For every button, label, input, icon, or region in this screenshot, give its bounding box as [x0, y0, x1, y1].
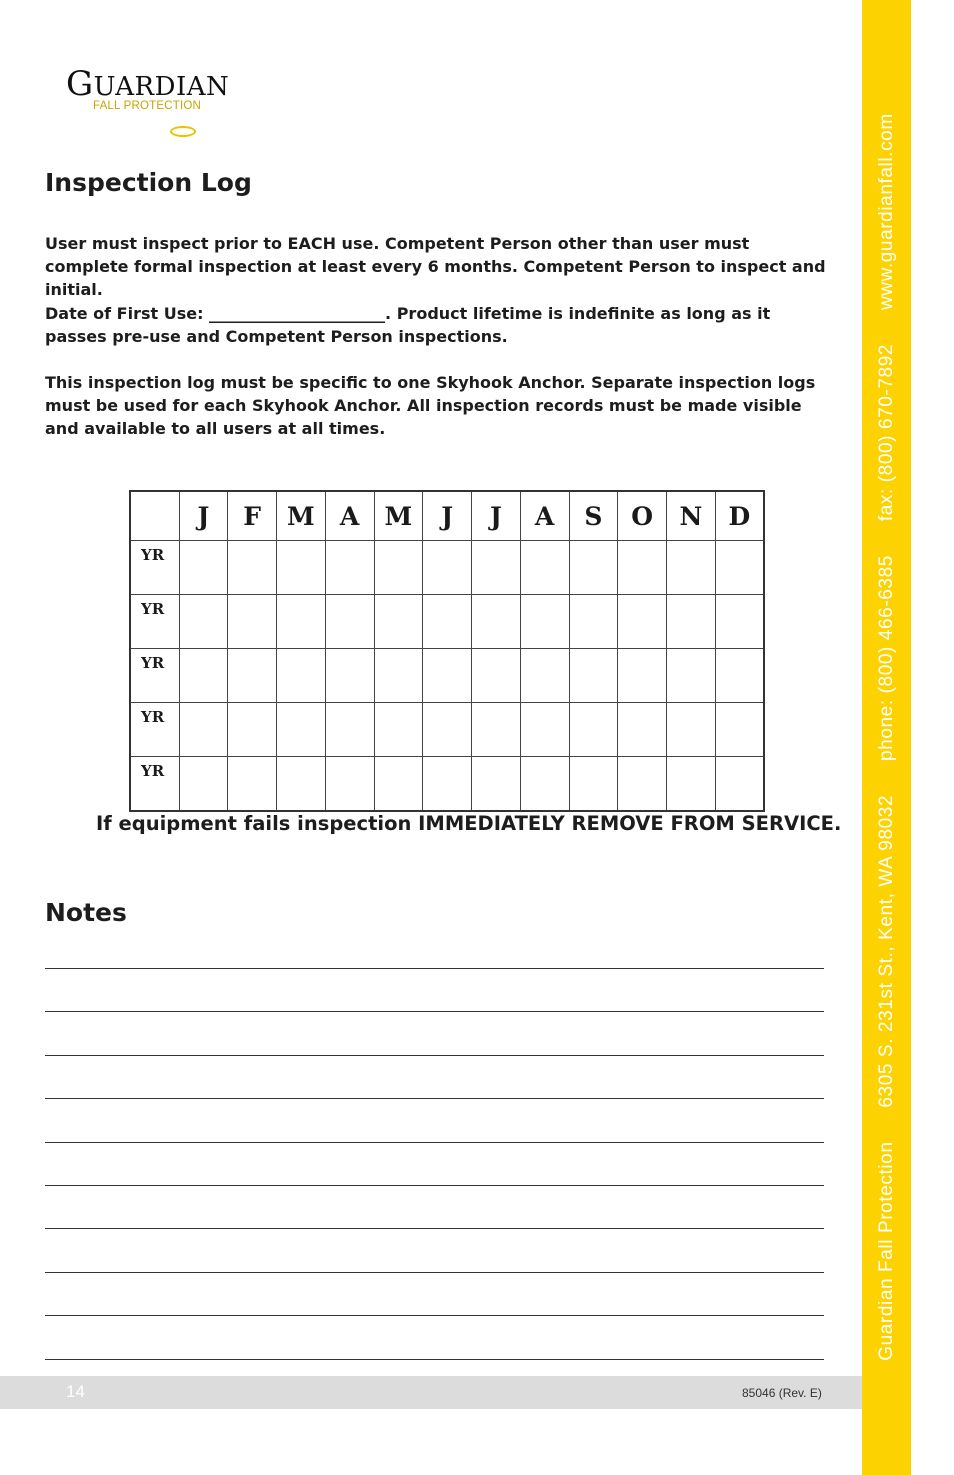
month-header: M	[374, 491, 423, 541]
log-requirements-paragraph: This inspection log must be specific to one Skyhook Anchor. Separate inspection logs must be used for each Skyhook Anchor. All inspection records must be made visible and available to all users at all times.	[45, 373, 816, 438]
year-label: YR	[130, 595, 179, 649]
inspection-cell	[228, 757, 277, 812]
year-label: YR	[130, 703, 179, 757]
inspection-cell	[715, 703, 764, 757]
month-header: O	[618, 491, 667, 541]
inspection-cell	[325, 703, 374, 757]
inspection-cell	[277, 649, 326, 703]
inspection-cell	[179, 541, 228, 595]
inspection-cell	[520, 595, 569, 649]
table-row	[130, 757, 764, 812]
note-line	[45, 1228, 824, 1229]
inspection-cell	[618, 649, 667, 703]
inspection-cell	[374, 541, 423, 595]
inspection-cell	[618, 595, 667, 649]
note-line	[45, 1315, 824, 1316]
inspection-cell	[715, 757, 764, 812]
logo-wordmark: GUARDIAN	[66, 64, 230, 104]
footer-bar	[0, 1376, 862, 1409]
inspection-cell	[228, 703, 277, 757]
inspection-cell	[667, 649, 716, 703]
month-header: J	[472, 491, 521, 541]
table-row	[130, 595, 764, 649]
inspection-cell	[423, 757, 472, 812]
inspection-cell	[228, 595, 277, 649]
inspection-cell	[569, 757, 618, 812]
inspection-cell	[423, 649, 472, 703]
note-line	[45, 1185, 824, 1186]
inspection-cell	[520, 649, 569, 703]
note-line	[45, 1098, 824, 1099]
inspection-cell	[715, 541, 764, 595]
inspection-cell	[423, 703, 472, 757]
sidebar-company: Guardian Fall Protection	[876, 1141, 897, 1361]
inspection-cell	[374, 649, 423, 703]
inspection-instructions: User must inspect prior to EACH use. Competent Person other than user must complete formal inspection at least every 6 months. Competent Person to inspect and initial.	[45, 234, 826, 299]
sidebar-phone: phone: (800) 466-6385	[876, 555, 897, 761]
inspection-cell	[472, 541, 521, 595]
month-header: J	[179, 491, 228, 541]
inspection-cell	[569, 703, 618, 757]
inspection-cell	[277, 757, 326, 812]
inspection-cell	[667, 757, 716, 812]
month-header: M	[277, 491, 326, 541]
revision-label: 85046 (Rev. E)	[742, 1386, 822, 1400]
month-header: J	[423, 491, 472, 541]
first-use-paragraph: Date of First Use: ______________________. Product lifetime is indefinite as long as it passes pre-use and Competent Person inspections.	[45, 304, 771, 346]
month-header: A	[325, 491, 374, 541]
month-header: N	[667, 491, 716, 541]
note-line	[45, 1142, 824, 1143]
inspection-cell	[325, 595, 374, 649]
inspection-cell	[667, 541, 716, 595]
inspection-cell	[569, 595, 618, 649]
table-corner-cell	[130, 491, 179, 541]
inspection-cell	[618, 541, 667, 595]
table-row	[130, 703, 764, 757]
inspection-cell	[423, 541, 472, 595]
inspection-cell	[325, 541, 374, 595]
inspection-cell	[277, 595, 326, 649]
inspection-cell	[374, 757, 423, 812]
page-number: 14	[66, 1382, 85, 1401]
table-row	[130, 541, 764, 595]
inspection-cell	[715, 595, 764, 649]
note-line	[45, 1272, 824, 1273]
inspection-cell	[179, 649, 228, 703]
sidebar-address: 6305 S. 231st St., Kent, WA 98032	[876, 794, 897, 1108]
inspection-cell	[520, 703, 569, 757]
inspection-cell	[277, 541, 326, 595]
month-header: F	[228, 491, 277, 541]
note-line	[45, 1011, 824, 1012]
month-header: A	[520, 491, 569, 541]
guardian-logo	[66, 64, 230, 116]
inspection-cell	[325, 649, 374, 703]
inspection-cell	[277, 703, 326, 757]
inspection-cell	[618, 757, 667, 812]
inspection-cell	[374, 595, 423, 649]
inspection-cell	[520, 757, 569, 812]
year-label: YR	[130, 649, 179, 703]
inspection-cell	[228, 541, 277, 595]
halo-icon	[170, 126, 196, 137]
inspection-cell	[520, 541, 569, 595]
inspection-cell	[472, 757, 521, 812]
inspection-cell	[179, 703, 228, 757]
table-row	[130, 649, 764, 703]
month-header: D	[715, 491, 764, 541]
sidebar-contact	[876, 87, 898, 1387]
year-label: YR	[130, 541, 179, 595]
inspection-cell	[423, 595, 472, 649]
inspection-cell	[569, 541, 618, 595]
inspection-cell	[667, 595, 716, 649]
inspection-cell	[374, 703, 423, 757]
inspection-cell	[569, 649, 618, 703]
inspection-cell	[667, 703, 716, 757]
note-line	[45, 1359, 824, 1360]
inspection-cell	[618, 703, 667, 757]
inspection-log-title: Inspection Log	[45, 168, 252, 197]
inspection-cell	[179, 595, 228, 649]
inspection-cell	[179, 757, 228, 812]
inspection-cell	[325, 757, 374, 812]
inspection-cell	[472, 595, 521, 649]
note-line	[45, 1055, 824, 1056]
notes-title: Notes	[45, 898, 127, 927]
remove-from-service-warning: If equipment fails inspection IMMEDIATELY REMOVE FROM SERVICE.	[96, 812, 842, 835]
inspection-cell	[715, 649, 764, 703]
inspection-cell	[472, 649, 521, 703]
inspection-cell	[228, 649, 277, 703]
note-line	[45, 968, 824, 969]
inspection-table	[129, 490, 765, 812]
month-header: S	[569, 491, 618, 541]
sidebar-fax: fax: (800) 670-7892	[876, 343, 897, 522]
inspection-cell	[472, 703, 521, 757]
year-label: YR	[130, 757, 179, 812]
logo-tagline: FALL PROTECTION	[93, 100, 202, 112]
sidebar-website: www.guardianfall.com	[876, 113, 897, 311]
